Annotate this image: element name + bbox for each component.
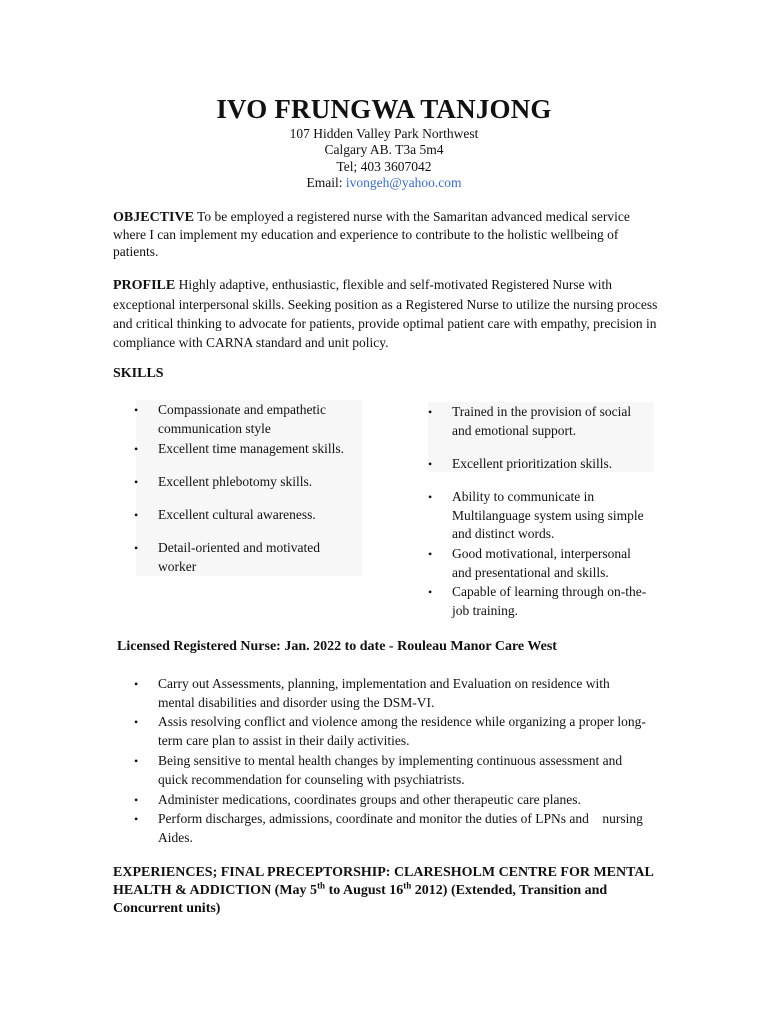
duty-item: • Being sensitive to mental health changes by implementing continuous assessment and quick recommendation for counseling with psychiatrists. (134, 753, 623, 787)
objective-label: OBJECTIVE (113, 210, 194, 225)
bullet-icon: • (134, 754, 139, 768)
job-title: Licensed Registered Nurse: Jan. 2022 to date - Rouleau Manor Care West (117, 639, 557, 654)
bullet-icon: • (428, 547, 433, 561)
bullet-icon: • (428, 490, 433, 504)
email-line (0, 175, 768, 191)
profile-label: PROFILE (113, 278, 176, 293)
objective-section (113, 208, 658, 260)
bullet-icon: • (134, 812, 139, 826)
bullet-icon: • (428, 405, 433, 419)
profile-text: Highly adaptive, enthusiastic, flexible and self-motivated Registered Nurse with exceptional interpersonal skills. Seeking position as a Registered Nurse to utilize the nursing process and critical thinking to advocate for patients, provide optimal patient care with empathy, precision in compliance with CARNA standard and unit policy. (113, 277, 658, 350)
bullet-icon: • (428, 457, 433, 471)
bullet-icon: • (134, 793, 139, 807)
skill-item: • Capable of learning through on-the-job training. (428, 584, 647, 618)
bullet-icon: • (134, 541, 139, 555)
address-line-2: Calgary AB. T3a 5m4 (324, 142, 444, 158)
duty-item: • Administer medications, coordinates groups and other therapeutic care planes. (158, 791, 658, 810)
skill-item: • Trained in the provision of social and emotional support. (428, 404, 632, 438)
duty-item: • Carry out Assessments, planning, implementation and Evaluation on residence with mental disabilities and disorder using the DSM-VI. (134, 676, 610, 710)
bullet-icon: • (134, 715, 139, 729)
bullet-icon: • (134, 508, 139, 522)
duty-item: • Assis resolving conflict and violence among the residence while organizing a proper long-term care plan to assist in their daily activities. (134, 714, 646, 748)
bullet-icon: • (134, 475, 139, 489)
skill-item: • Ability to communicate in Multilanguage system using simple and distinct words. (428, 489, 644, 541)
email-link[interactable]: ivongeh@yahoo.com (345, 174, 462, 190)
skills-heading: SKILLS (113, 366, 164, 381)
skill-item: • Excellent prioritization skills. (452, 455, 652, 474)
objective-text: To be employed a registered nurse with the Samaritan advanced medical service where I can implement my education and experience to contribute to the holistic wellbeing of patients. (113, 209, 630, 259)
contact-block (0, 126, 768, 191)
bullet-icon: • (428, 585, 433, 599)
skill-item: • Excellent cultural awareness. (158, 506, 358, 525)
profile-section (113, 275, 658, 352)
email-label: Email: (306, 174, 346, 190)
preceptorship-heading: EXPERIENCES; FINAL PRECEPTORSHIP: CLARESHOLM CENTRE FOR MENTAL HEALTH & ADDICTION (May 5th to August 16th 2012) (Extended, Transition and Concurrent units) (113, 865, 654, 916)
bullet-icon: • (134, 403, 139, 417)
duty-item: • Perform discharges, admissions, coordinate and monitor the duties of LPNs and nursing Aides. (134, 811, 646, 845)
address-line-1: 107 Hidden Valley Park Northwest (289, 126, 479, 141)
candidate-name: IVO FRUNGWA TANJONG (216, 94, 552, 124)
skill-item: • Detail-oriented and motivated worker (134, 540, 320, 574)
skill-item: • Compassionate and empathetic communication style (134, 402, 326, 436)
skill-item: • Excellent time management skills. (158, 440, 358, 459)
bullet-icon: • (134, 677, 139, 691)
skill-item: • Excellent phlebotomy skills. (158, 473, 358, 492)
skill-item: • Good motivational, interpersonal and presentational and skills. (428, 546, 631, 580)
phone-number: Tel; 403 3607042 (336, 158, 432, 174)
bullet-icon: • (134, 442, 139, 456)
